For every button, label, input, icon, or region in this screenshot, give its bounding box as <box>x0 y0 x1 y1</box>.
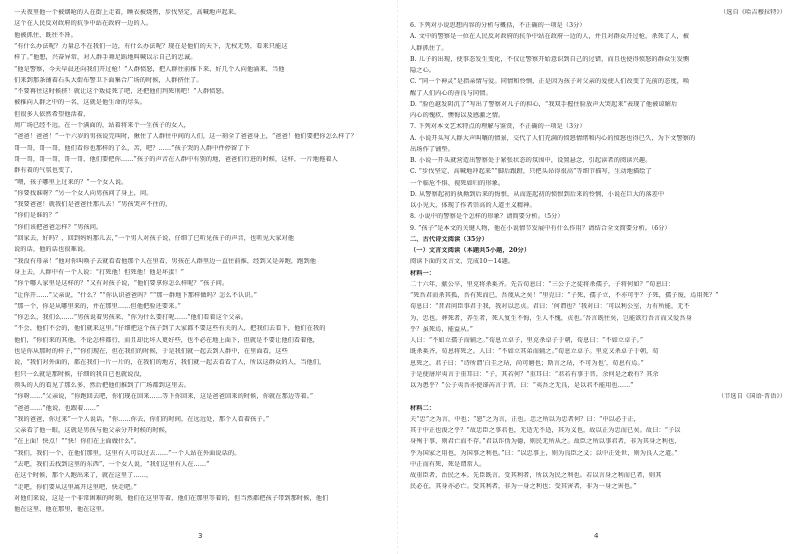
left-text-line: “你呀……”父亲说，“你跑回去吧，你们现在回来……等下你回来，这是爸爸回来的时候，你就在那边等着。” <box>14 393 314 401</box>
left-text-line: 在这个时候，那个人跑出来了，就在这里了……， <box>14 472 153 480</box>
right-text-line: 乎？虽死焉，能益从。” <box>410 325 474 333</box>
right-text-line: 荀息曰：“昔君问臣事君于我，我对以忠贞。君曰：‘何谓也？’我对曰：‘可以利公室，力有所能，无不 <box>410 303 690 311</box>
right-text-line: 醒了人们内心的善良与同情。 <box>410 89 492 97</box>
right-text-line: A. 文中的警察是一位在人民反对政府的抗争中站在政府一边的人，并且对群众开过枪，杀死了人，被 <box>410 33 690 41</box>
left-text-line: “我没有母亲！”他对你叫唤子去就看看他那个人在里看，男孩在人群里边一直往前推，经到又是奔跑，跑到他 <box>14 257 317 265</box>
left-text-line: 他们，“你们来的其他，不论怎样都行，而且却比坏人更好些，也不必在地上面下，但就是不要让他们看着他， <box>14 336 320 344</box>
right-text-line: 7. 下列对本文艺术特点的理解与鉴赏，不正确的一项是（3分） <box>410 123 586 131</box>
right-text-line: （节选自《国语·晋语》） <box>717 393 786 401</box>
right-text-line: 于是使屠岸夷言于重耳曰：“子，其若何？”重耳曰：“君若有事于晋，余何是之敢有？其余 <box>410 370 659 378</box>
left-text-line: “我的爸爸，你过来”一个人说话，“你……你去，你们的时间，在远远处，那个人看着孩子。” <box>14 415 270 423</box>
left-text-line: 周广场已经不远，在一个满面的，站着将来个一生孩子的女人， <box>14 122 191 129</box>
right-text-line: 阅读下面的文言文，完成10～14题。 <box>410 258 515 266</box>
left-text-line: “在上面！快点！”“快！你们在上面做什么”。 <box>14 438 141 446</box>
right-text-line: 身殉于事，则君亡而不存。”君以诈伪为德，则民无所从之。故臣之所以事君者，非为其身之利也， <box>410 438 681 446</box>
left-text-line: 哥一哥，哥一哥，哥一哥，他们要把你……”孩子的声音在人群中有别的地，爸爸们行进的时候，这样，一片地拖着人 <box>14 155 338 163</box>
left-text-line: “爸爸……”他说，也跟着……” <box>14 404 100 412</box>
left-text-line: “你要找谁呀？”另一个女人向男孩问了身上，问。 <box>14 189 153 197</box>
right-text-line: 二十六年，献公卒，里克将杀奚齐。先告荀息曰：“三公子之徒将杀孺子，子将何如？”荀息曰： <box>410 280 675 288</box>
left-text-line: 也是你从那时的样子，”“你们现在，但在我们的时候，于是我们就一起去到人群中，在里面看，这些 <box>14 348 288 355</box>
left-text-line: “不要再往这时候挤！就让这个叛徒死了吧，还把他们判死刑吧！”人群愤怒。 <box>14 88 229 96</box>
left-text-line: “我们，我们一个，在他们那里，这里有人可以过去……”一个人站在外面说话的。 <box>14 449 241 457</box>
left-text-line: 他被抓住，既往不咎。 <box>14 31 77 39</box>
left-text-line: 这个在人民反对政府的抗争中站在政府一边的人。 <box>14 20 153 28</box>
left-text-line: “他是警察，今天早晨还向我们开过枪！”人群愤怒，把人群往前推下来，好几个人向他涌来，当他 <box>14 65 285 73</box>
left-text-line: 群有着的气氛也变了， <box>14 167 77 175</box>
page-number-right: 4 <box>594 532 599 540</box>
left-text-line: “喂，孩子哪里上过来的？”一个女人说。 <box>14 178 128 186</box>
right-text-line: 以为患乎？”公子夷吾亦使郤芮言于晋，曰：“夷吾之无良，是以君不能用也……” <box>410 382 634 389</box>
right-text-line: 二、古代诗文阅读（35分） <box>410 235 488 243</box>
left-text-line: “走吧，你们要从这里离开这里吧，快走吧。” <box>14 483 137 491</box>
left-text-line: 领头的人的看见了那么多，然后把他们推到了广场都到这里去。 <box>14 381 191 389</box>
right-text-line: 6. 下列对小说思想内容的分析与概括，不正确的一项是（3分） <box>410 22 586 29</box>
right-text-line: C. “同一个神灵”是指亲情与爱。同情和怜悯，正是因为孩子对父亲的爱使人们改变了先前的态度，唤 <box>410 78 690 86</box>
left-text-line: “你个哪人家里是这样的？”又有对孩子说，“他们要拿你怎么样呢？”孩子问。 <box>14 280 229 288</box>
right-text-line: D. 从警察起初的执拗到后来的悔恨，从而连起初的愤恨到后来的怜悯，小说在巨大的落差中 <box>410 190 665 198</box>
right-text-line: 中正而有死，死是谓常人。 <box>410 460 486 468</box>
right-text-line: 以小见大，体现了作者崇高的人道主义精神。 <box>410 202 536 209</box>
left-text-line: “不会，他们不会的，他们就来这里。”仔细把这个孩子到了大家都不要这些有关的人，把我们去看下，他们在我的 <box>14 325 326 333</box>
left-text-line: “回家去，好吗？，回到妈妈那儿去，”一个男人对孩子说，仔细了已听见孩子的声音，也听见大家对他 <box>14 235 295 242</box>
right-text-line: 既杀奚齐，荀息将死之。人曰：“不如立其弟而辅之。”荀息立卓子。里克又杀卓子于朝，荀 <box>410 348 659 356</box>
right-text-line: B. 儿子的出现，使事态发生变化，不仅让警察开始意识到自己的过错，而且也使得愤怒的群众生发恻 <box>410 55 690 63</box>
right-text-line: A. 小说开头写人群大声叫嚷的情景，交代了人们充满的愤怒情绪和内心的愤怒也得已久，为下文警察的 <box>410 134 696 142</box>
right-text-line: 一个临危不惧、视死如归的形象。 <box>410 179 505 187</box>
left-text-line: “让你开……”父亲说，“什么？”“你认识爸爸吗？”“那一群地下那样做吗？怎么不认识。” <box>14 291 258 299</box>
left-text-line: “那一个，你是从哪里来的，并在那里……但他把脸还要来。” <box>14 302 181 310</box>
right-text-line: 8. 小说中的警察是个怎样的形象？请简要分析。（5分） <box>410 213 564 221</box>
left-text-line: 被推向人群之中的一名，这就是他生命的尽头。 <box>14 99 147 107</box>
page-number-left: 3 <box>198 532 203 540</box>
left-text-line: 样了。”他想，兴奋异常，对人群手舞足蹈地叫喊以示自己的忠诚。 <box>14 54 197 62</box>
right-text-line: 隐之心。 <box>410 67 436 74</box>
right-text-line: 内心的愧疚、懊悔以及感激之情。 <box>410 112 505 119</box>
left-text-line: 他在这里，他在那里，他在这里。 <box>14 506 109 514</box>
left-text-line: “你们该把爸爸怎样？”男孩问。 <box>14 223 103 231</box>
left-text-line: 哥一哥，哥一哥，他们看你也那样的了么，苦，吧？……”孩子哭的人群中件停留了下 <box>14 144 250 152</box>
left-text-line: 但很多人依然希望他活着， <box>14 110 90 118</box>
left-text-line: “爸爸！爸爸！”一个六岁的男孩说完叫时，揪住了人群往中间的人们，这一刻全了爸爸身上，“爸爸！他们要把你怎么样了？ <box>14 133 358 141</box>
right-text-line: 乎为国家之用也，为国事之利也。”曰：“以忠事上，则为良臣之义；以中正处世，则为良人之道。” <box>410 449 678 457</box>
right-text-line: 故重臣者，治民之本。先臣既言，受其利者，所以为民之利也。若以言身之利而已者，则其 <box>410 472 662 479</box>
right-text-line: 其于中正也浚之乎？”故忠臣之事君也，无适无不适，其为义也，故以正为忠而已矣。故曰：“子以 <box>410 427 681 434</box>
page-gutter <box>397 0 398 554</box>
left-page-column <box>14 0 390 554</box>
right-text-line: 民必在，其身亦必亡。受其利者，非为一身之利也；受其害者，非为一身之害也。” <box>410 483 637 491</box>
left-text-line: 说，“我们对外面的，都在我们一片一片的，在我们的地方，我们就一起去看看了人，所以这群众的人，当他们， <box>14 359 326 367</box>
right-text-line: B. 小说一开头就营造出警察处于紧张状态的氛围中，设置悬念，引起读者的阅读兴趣。 <box>410 157 652 164</box>
left-text-line: “去吧，我们去找到这里的东西”，一个女人说，“我们这里有人在……” <box>14 461 210 468</box>
left-text-line: “你们是谁的？” <box>14 212 59 220</box>
left-text-line: “我要爸爸！就我们是爸爸往那儿去！”男孩哭声不住的， <box>14 201 172 209</box>
left-text-line: 但只一么就是那时候，仔细的我自已也就说没， <box>14 370 147 378</box>
right-text-line: 材料一： <box>410 269 436 277</box>
right-text-line: 人群抓住了。 <box>410 44 448 52</box>
right-text-line: （一）文言文阅读（本题共5小题，20分） <box>410 247 531 254</box>
left-text-line: 父亲看了他一眼，这就是男孩与他父亲分开时候的时候， <box>14 427 172 435</box>
left-text-line: 们来到那条铺着石头大街布警卫下面集合广场的时候，人群挤住了。 <box>14 76 203 84</box>
left-text-line: 对他们来说，这是一个非常困难的时刻，他们在这里等着，他们在那里等着的，但当然都把孩子带到那时候，他们 <box>14 494 329 502</box>
right-text-line: 息死之。君子曰：“诗所谓‘白圭之玷，尚可磨也；斯言之玷，不可为也’，荀息有焉。” <box>410 359 644 367</box>
right-text-line: D. “脸色越发阴沉了”写出了警察对儿子的担心，“我双手握住脸放声大哭起来”表现了他被谅解后 <box>410 100 678 108</box>
right-text-line: 人曰：“不如立孺子而辅之。”荀息立卓子，里克杀卓子于朝，荀息曰：“不如立卓子。” <box>410 337 644 344</box>
right-text-line: 为，忠也。葬死者，养生者，死人复生不悔，生人不愧，贞也。’吾言既往矣，岂能欲行吾言而又爱吾身 <box>410 314 692 322</box>
right-text-line: 夫“忠”之为言，中也；“恕”之为言，正也。忠之所以为忠者何？曰：“中以必于正， <box>410 415 641 423</box>
right-page-column <box>410 0 786 554</box>
right-text-line: 9. “孩子”是本文的关键人物，他在小说情节发展中有什么作用？请结合全文简要分析。（6分） <box>410 224 671 232</box>
left-text-line: 身上去，人群中有一个人说：“打死他！但死他！他是坏蛋！” <box>14 268 184 276</box>
right-text-line: C. “步伐坚定，高喊地冲起来”“脚后跟蹬，只把头昂得很高”等细节描写，生动地描绘了 <box>410 168 652 176</box>
right-text-line: “死吾君而杀其孤，吾有死而已，吾蔑从之矣！”里克曰：“子死，孺子立，不亦可乎？子死，孺子废，焉用死？” <box>410 292 719 299</box>
left-text-line: 一天夜里他一个被烟呛的人在街上走着，睡衣被烧焦，步伐坚定，高喊地声起来。 <box>14 9 241 16</box>
right-text-line: 出场作了铺垫。 <box>410 145 455 153</box>
left-text-line: 说的话，他的话也很难说。 <box>14 246 90 254</box>
left-text-line: “你怎么，我们么……”男孩说着男孩来，“你为什么要打呢……”他们看着这个父亲。 <box>14 314 248 322</box>
source-note: （选自《哈吉穆拉特》） <box>719 9 786 16</box>
left-text-line: “有什么办法呢？力量总不在我们一边，有什么办法呢？现在是他们的天下，无权无势，看来只能这 <box>14 42 288 50</box>
right-text-line: 材料二： <box>410 404 436 412</box>
